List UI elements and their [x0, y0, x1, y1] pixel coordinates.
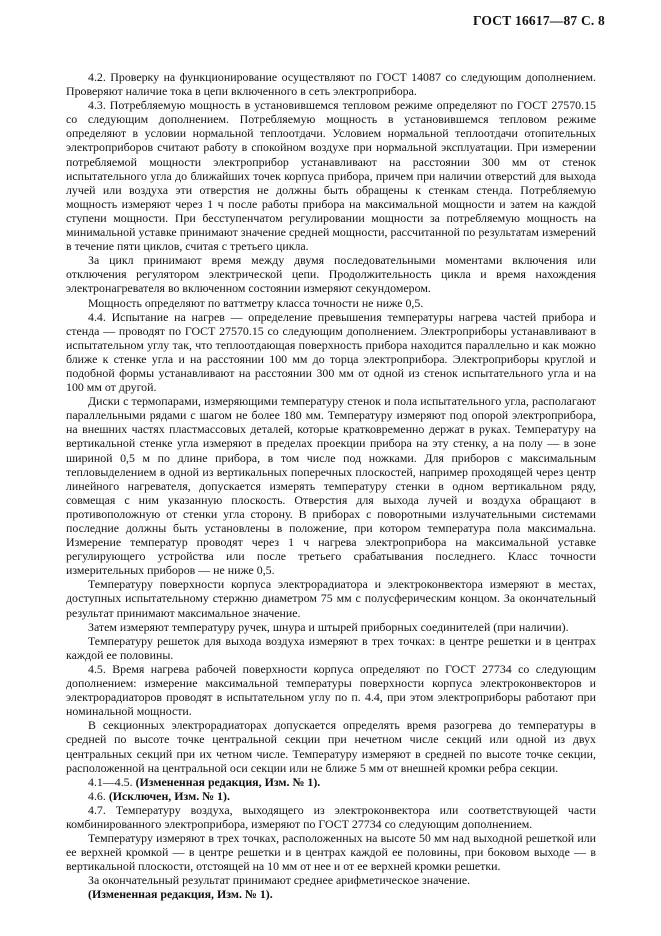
paragraph: 4.4. Испытание на нагрев — определение превышения температуры нагрева частей прибора и стенда — проводят по ГОСТ 27570.15 со следующим дополнением. Электроприборы устанавливают в испытательном углу так, что теплоотдающая поверхность прибора находится параллельно и как можно ближе к стенке угла и на расстоянии 100 мм до торца электроприбора. Электроприборы круглой и подобной формы устанавливают на расстоянии 300 мм от одной из стенок испытательного угла и на 100 мм от другой.: [66, 309, 596, 395]
amendment-text: (Измененная редакция, Изм. № 1).: [135, 774, 321, 789]
amendment-prefix: 4.1—4.5.: [88, 774, 136, 789]
paragraph: 4.2. Проверку на функционирование осуществляют по ГОСТ 14087 со следующим дополнением. Проверяют наличие тока в цепи включенного в сеть электроприбора.: [66, 70, 596, 99]
paragraph: Затем измеряют температуру ручек, шнура и штырей приборных соединителей (при наличии).: [88, 619, 569, 634]
paragraph: Мощность определяют по ваттметру класса точности не ниже 0,5.: [88, 295, 424, 310]
paragraph: Температуру решеток для выхода воздуха измеряют в трех точках: в центре решетки и в центрах каждой ее половины.: [66, 633, 596, 662]
document-body: [66, 70, 596, 902]
amendment-text: (Измененная редакция, Изм. № 1).: [88, 887, 273, 902]
paragraph: 4.3. Потребляемую мощность в установившемся тепловом режиме определяют по ГОСТ 27570.15 со следующим дополнением. Потребляемую мощность в установившемся тепловом режиме определяют в условии нормальной теплоотдачи. Условием нормальной теплоотдачи отопительных электроприборов считают работу в спокойном воздухе при нормальной эксплуатации. При измерении потребляемой мощности электроприбор устанавливают на расстоянии 300 мм от стенок испытательного угла до ближайших точек корпуса прибора, причем при наличии отверстий для выхода лучей или воздуха эти отверстия не должны быть обращены к стенкам стенда. Потребляемую мощность измеряют через 1 ч после работы прибора на максимальной мощности и затем на каждой ступени мощности. При бесступенчатом регулировании мощности за потребляемую мощность на минимальной уставке принимают значение средней мощности, рассчитанной по результатам измерений в течение пяти циклов, считая с третьего цикла.: [66, 98, 596, 254]
paragraph: За окончательный результат принимают среднее арифметическое значение.: [88, 873, 471, 888]
paragraph: Температуру измеряют в трех точках, расположенных на высоте 50 мм над выходной решеткой или ее верхней кромкой — в центре решетки и в центрах каждой ее половины, при боковом выходе — в вертикальной плоскости, отстоящей на 10 мм от нее и от ее верхней кромки решетки.: [66, 831, 596, 874]
paragraph: В секционных электрорадиаторах допускается определять время разогрева до температуры в средней по высоте точке центральной секции при нечетном числе секций или одной из двух центральных секций при их четном числе. Температуру измеряют в средней по высоте точке секции, расположенной на центральной оси секции или не ближе 5 мм от внешней кромки ребра секции.: [66, 718, 596, 775]
paragraph: 4.7. Температуру воздуха, выходящего из электроконвектора или соответствующей части комбинированного электроприбора, измеряют по ГОСТ 27734 со следующим дополнением.: [66, 802, 596, 831]
paragraph: 4.5. Время нагрева рабочей поверхности корпуса определяют по ГОСТ 27734 со следующим дополнением: измерение максимальной температуры поверхности корпуса электроконвекторов и электрорадиаторов проводят в испытательном углу по п. 4.4, при этом электроприборы работают при номинальной мощности.: [66, 661, 596, 719]
amendment-note: [66, 887, 596, 901]
amendment-note: [66, 789, 596, 803]
amendment-text: (Исключен, Изм. № 1).: [108, 788, 230, 803]
paragraph: Температуру поверхности корпуса электрорадиатора и электроконвектора измеряют в местах, доступных испытательному стержню диаметром 75 мм с полусферическим концом. За окончательный результат принимают максимальное значение.: [66, 577, 596, 620]
paragraph: Диски с термопарами, измеряющими температуру стенок и пола испытательного угла, располагают параллельными рядами с шагом не более 180 мм. Температуру измеряют под опорой электроприбора, на внешних частях пластмассовых деталей, которые кратковременно держат в руках. Температуру на вертикальной стенке угла измеряют в пределах проекции прибора на эту стенку, а на полу — в зоне шириной 0,5 м по длине прибора, в том числе под ножками. Для приборов с максимальным тепловыделением в одной из вертикальных поперечных плоскостей, например проходящей через центр линейного нагревателя, допускается измерять температуру стенки в одном вертикальном ряду, совмещая с ним указанную плоскость. Отверстия для выхода лучей и воздуха обращают в противоположную от стенки угла сторону. В приборах с поворотными излучательными системами последние должны быть установлены в положение, при котором температура пола максимальна. Измерение температур проводят через 1 ч нагрева электроприбора на максимальной уставке регулирующего устройства или после третьего срабатывания последнего. Класс точности измерительных приборов — не ниже 0,5.: [66, 394, 596, 578]
paragraph: За цикл принимают время между двумя последовательными моментами включения или отключения регулятором электрической цепи. Продолжительность цикла и время нахождения электронагревателя во включенном состоянии измеряют секундомером.: [66, 253, 596, 296]
amendment-note: [66, 775, 596, 789]
amendment-prefix: 4.6.: [88, 788, 109, 803]
page-header: ГОСТ 16617—87 С. 8: [472, 13, 605, 28]
